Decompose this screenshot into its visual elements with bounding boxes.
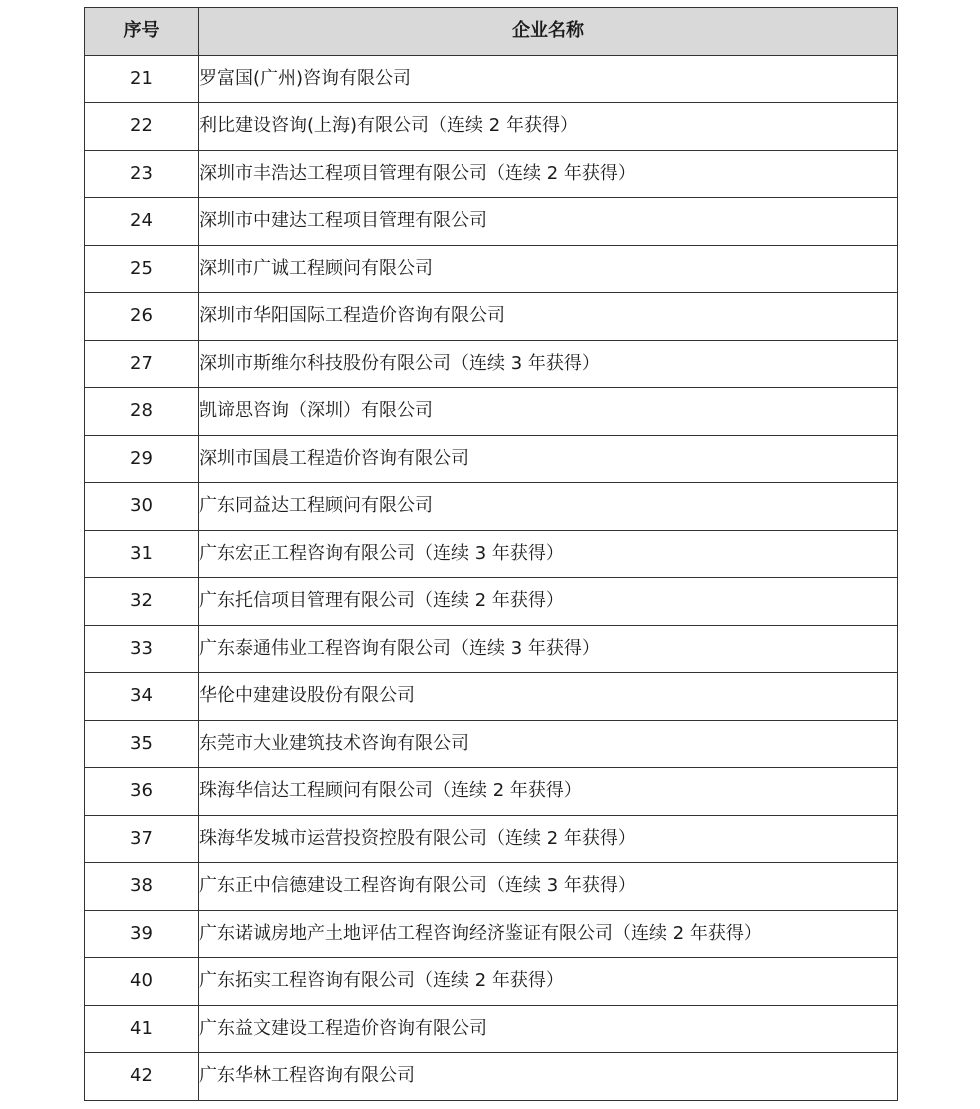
row-index: 24 [85,198,199,246]
row-company-name: 广东托信项目管理有限公司（连续 2 年获得） [199,578,898,626]
table-row [85,910,898,958]
table-row [85,530,898,578]
row-company-name: 珠海华发城市运营投资控股有限公司（连续 2 年获得） [199,815,898,863]
table-row [85,388,898,436]
row-company-name: 深圳市华阳国际工程造价咨询有限公司 [199,293,898,341]
table-row [85,768,898,816]
table-row [85,673,898,721]
row-index: 34 [85,673,199,721]
row-company-name: 广东正中信德建设工程咨询有限公司（连续 3 年获得） [199,863,898,911]
row-index: 25 [85,245,199,293]
row-company-name: 广东泰通伟业工程咨询有限公司（连续 3 年获得） [199,625,898,673]
row-index: 37 [85,815,199,863]
table-row [85,103,898,151]
row-company-name: 广东同益达工程顾问有限公司 [199,483,898,531]
header-index: 序号 [85,8,199,56]
table-row [85,340,898,388]
table-row [85,625,898,673]
row-company-name: 广东诺诚房地产土地评估工程咨询经济鉴证有限公司（连续 2 年获得） [199,910,898,958]
table-row [85,150,898,198]
row-company-name: 广东华林工程咨询有限公司 [199,1053,898,1101]
row-company-name: 广东益文建设工程造价咨询有限公司 [199,1005,898,1053]
row-index: 39 [85,910,199,958]
row-company-name: 罗富国(广州)咨询有限公司 [199,55,898,103]
table-row [85,293,898,341]
table-row [85,55,898,103]
row-index: 33 [85,625,199,673]
table-row [85,245,898,293]
row-index: 36 [85,768,199,816]
row-index: 22 [85,103,199,151]
row-company-name: 深圳市广诚工程顾问有限公司 [199,245,898,293]
row-company-name: 广东拓实工程咨询有限公司（连续 2 年获得） [199,958,898,1006]
row-index: 29 [85,435,199,483]
row-index: 42 [85,1053,199,1101]
table-header [85,8,898,56]
row-index: 23 [85,150,199,198]
row-company-name: 深圳市斯维尔科技股份有限公司（连续 3 年获得） [199,340,898,388]
row-company-name: 珠海华信达工程顾问有限公司（连续 2 年获得） [199,768,898,816]
header-row [85,8,898,56]
row-index: 26 [85,293,199,341]
header-company-name: 企业名称 [199,8,898,56]
table-row [85,435,898,483]
row-company-name: 深圳市国晨工程造价咨询有限公司 [199,435,898,483]
row-index: 38 [85,863,199,911]
row-company-name: 深圳市丰浩达工程项目管理有限公司（连续 2 年获得） [199,150,898,198]
row-index: 21 [85,55,199,103]
table-row [85,958,898,1006]
row-company-name: 广东宏正工程咨询有限公司（连续 3 年获得） [199,530,898,578]
table-row [85,815,898,863]
row-index: 40 [85,958,199,1006]
row-index: 28 [85,388,199,436]
table-row [85,578,898,626]
row-index: 32 [85,578,199,626]
row-company-name: 凯谛思咨询（深圳）有限公司 [199,388,898,436]
table-row [85,1005,898,1053]
table-row [85,198,898,246]
row-index: 30 [85,483,199,531]
row-company-name: 华伦中建建设股份有限公司 [199,673,898,721]
row-index: 31 [85,530,199,578]
row-index: 35 [85,720,199,768]
table-row [85,1053,898,1101]
row-company-name: 深圳市中建达工程项目管理有限公司 [199,198,898,246]
row-index: 27 [85,340,199,388]
row-company-name: 东莞市大业建筑技术咨询有限公司 [199,720,898,768]
table-row [85,720,898,768]
table-row [85,483,898,531]
row-company-name: 利比建设咨询(上海)有限公司（连续 2 年获得） [199,103,898,151]
enterprise-list-table [84,7,898,1101]
row-index: 41 [85,1005,199,1053]
table-row [85,863,898,911]
table-body [85,55,898,1100]
